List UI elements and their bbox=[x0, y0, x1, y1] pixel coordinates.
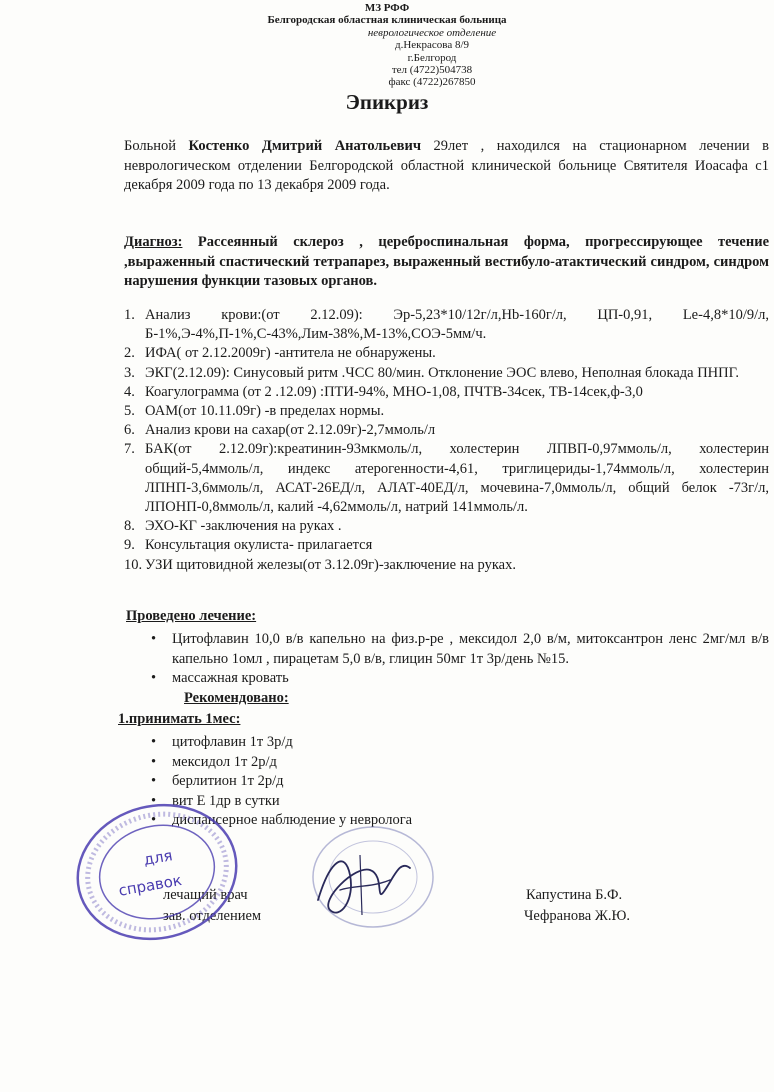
head-role: зав. отделением bbox=[163, 908, 262, 924]
list-item: • вит Е 1др в сутки bbox=[151, 792, 280, 809]
fax-line: факс (4722)267850 bbox=[388, 76, 476, 89]
list-item: 10. УЗИ щитовидной железы(от 3.12.09г)-заключение на руках. bbox=[124, 556, 516, 573]
doctor-role: лечащий врач bbox=[163, 887, 248, 903]
treatment-list bbox=[146, 630, 769, 689]
list-item: 8. ЭХО-КГ -заключения на руках . bbox=[124, 518, 342, 535]
diagnosis-text: Рассеянный склероз , цереброспинальная форма, прогрессирующее течение ,выраженный спастический тетрапарез, выраженный вестибуло-атактический синдром, синдром нарушения функции тазовых органов. bbox=[124, 234, 769, 290]
list-item: 1. Анализ крови:(от 2.12.09): Эр-5,23*10/12г/л,Hb-160г/л, ЦП-0,91, Le-4,8*10/9/л, Б-1%,Э-4%,П-1%,С-43%,Лим-38%,М-13%,СОЭ-5мм/ч. bbox=[124, 307, 769, 343]
recommended-sublabel: 1.принимать 1мес: bbox=[118, 711, 241, 727]
head-name: Чефранова Ж.Ю. bbox=[524, 908, 630, 924]
list-item: • Цитофлавин 10,0 в/в капельно на физ.р-ре , мексидол 2,0 в/м, митоксантрон ленс 2мг/мл в/в капельно 1омл , пирацетам 5,0 в/в, глицин 50мг 1т 3р/день №15. bbox=[151, 631, 769, 667]
intro-prefix: Больной bbox=[124, 138, 189, 154]
letterhead bbox=[0, 2, 774, 89]
ministry-line: МЗ РФФ bbox=[364, 2, 410, 14]
address-city: г.Белгород bbox=[407, 51, 457, 64]
document-title: Эпикриз bbox=[345, 90, 429, 114]
list-item: • мексидол 1т 2р/д bbox=[151, 753, 277, 770]
department-line: неврологическое отделение bbox=[367, 26, 497, 39]
list-item: 6. Анализ крови на сахар(от 2.12.09г)-2,7ммоль/л bbox=[124, 422, 436, 439]
treatment-heading: Проведено лечение: bbox=[126, 608, 257, 624]
signature-mark bbox=[300, 840, 420, 930]
list-item: • цитофлавин 1т 3р/д bbox=[151, 734, 293, 750]
doctor-name: Капустина Б.Ф. bbox=[526, 887, 623, 903]
stamp-text-line1: для bbox=[142, 846, 174, 869]
list-item: 4. Коагулограмма (от 2 .12.09) :ПТИ-94%, МНО-1,08, ПЧТВ-34сек, ТВ-14сек,ф-3,0 bbox=[124, 383, 643, 400]
list-item: 5. ОАМ(от 10.11.09г) -в пределах нормы. bbox=[124, 403, 385, 420]
recommended-heading: Рекомендовано: bbox=[184, 690, 289, 706]
address-street: д.Некрасова 8/9 bbox=[394, 39, 470, 52]
findings-list bbox=[124, 306, 769, 575]
list-item: • диспансерное наблюдение у невролога bbox=[151, 812, 413, 829]
list-item: 3. ЭКГ(2.12.09): Синусовый ритм .ЧСС 80/мин. Отклонение ЭОС влево, Неполная блокада ПНПГ. bbox=[124, 364, 739, 381]
list-item: 7. БАК(от 2.12.09г):креатинин-93мкмоль/л, холестерин ЛПВП-0,97ммоль/л, холестерин общий-5,4ммоль/л, индекс атерогенности-4,61, триглицериды-1,74ммоль/л, холестерин ЛПНП-3,6ммоль/л, АСАТ-26ЕД/л, АЛАТ-40ЕД/л, мочевина-7,0ммоль/л, общий белок -73г/л, ЛПОНП-0,8ммоль/л, калий -4,62ммоль/л, натрий 141ммоль/л. bbox=[124, 441, 769, 516]
diagnosis-label: Диагноз: bbox=[124, 234, 183, 250]
diagnosis-paragraph bbox=[124, 233, 769, 292]
intro-paragraph bbox=[124, 137, 769, 196]
patient-name: Костенко Дмитрий Анатольевич bbox=[188, 138, 421, 154]
hospital-line: Белгородская областная клиническая больница bbox=[267, 14, 507, 27]
stamp-text-line2: справок bbox=[117, 870, 184, 900]
hospital-stamp bbox=[72, 797, 242, 947]
list-item: • массажная кровать bbox=[151, 670, 289, 687]
list-item: 9. Консультация окулиста- прилагается bbox=[124, 537, 373, 554]
list-item: 2. ИФА( от 2.12.2009г) -антитела не обнаружены. bbox=[124, 345, 436, 362]
phone-line: тел (4722)504738 bbox=[391, 64, 473, 77]
list-item: • берлитион 1т 2р/д bbox=[151, 773, 284, 790]
intro-text: 29лет , находился на стационарном лечении в неврологическом отделении Белгородской областной клинической больнице Святителя Иоасафа с1 декабря 2009 года по 13 декабря 2009 года. bbox=[124, 138, 769, 194]
